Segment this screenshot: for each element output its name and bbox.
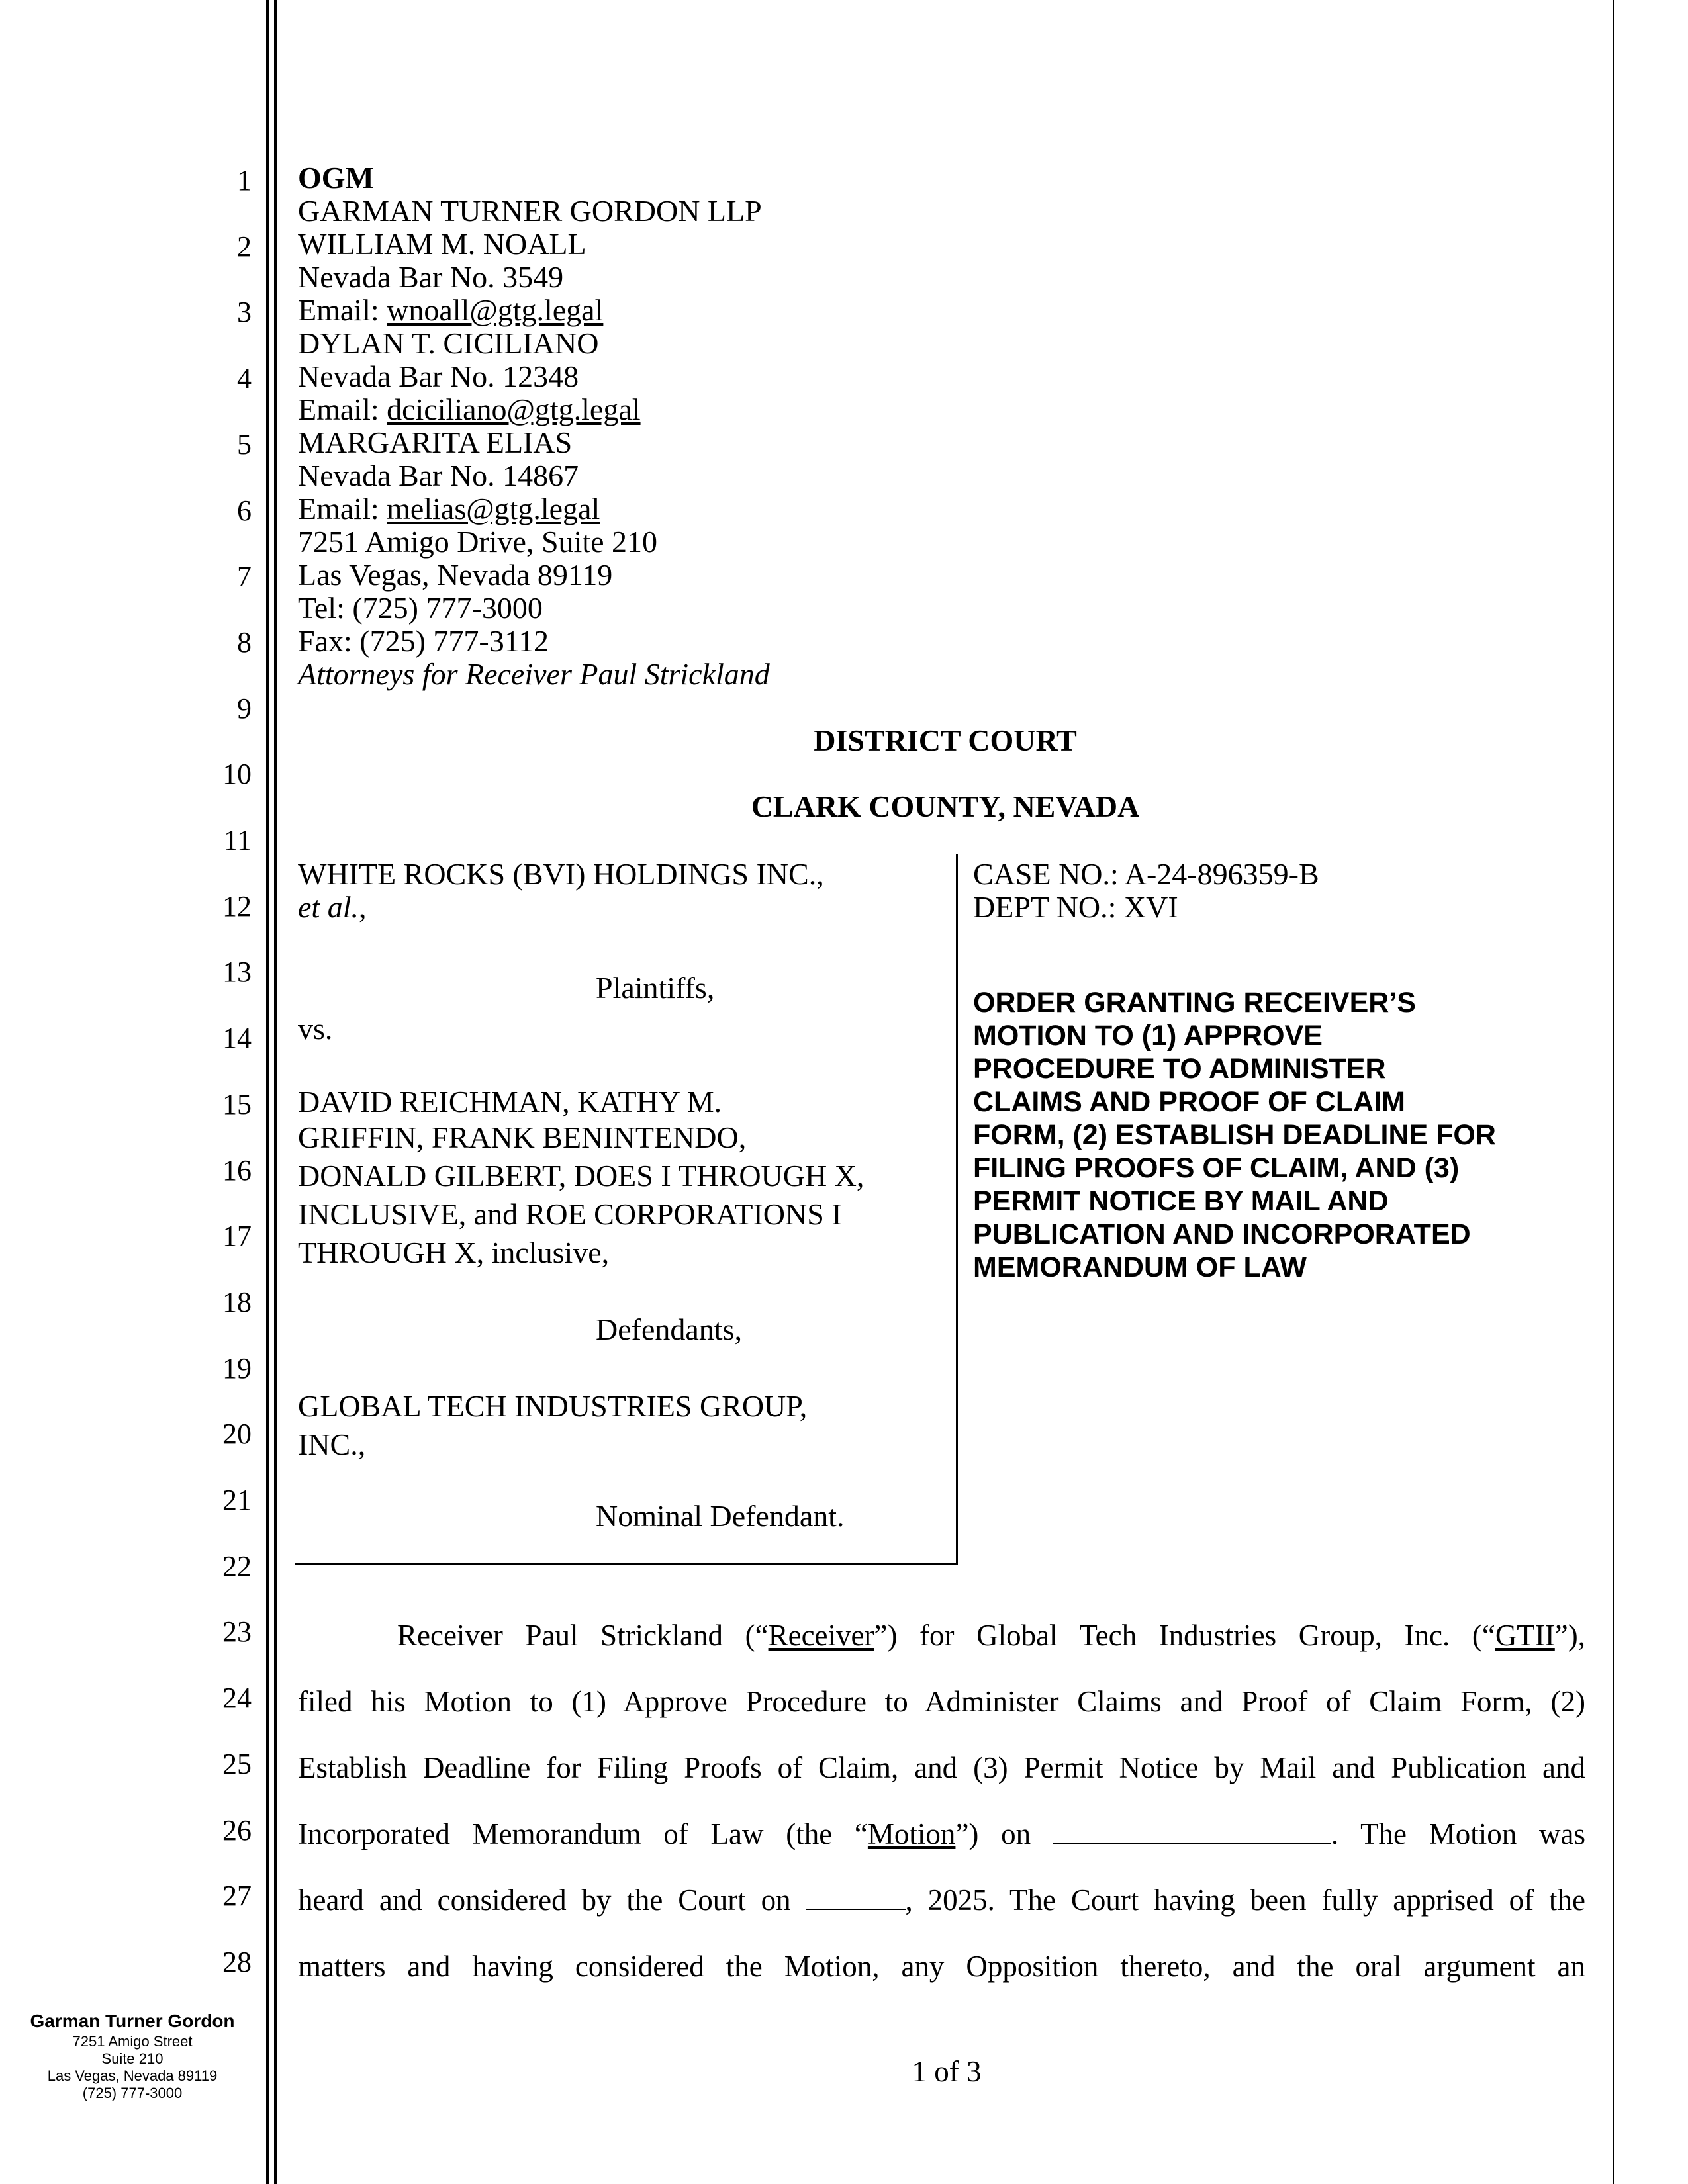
email-label: Email: [298, 392, 387, 426]
caption-divider-vertical [956, 854, 958, 1565]
plaintiff-etal: et al., [298, 890, 367, 924]
order-title-line: PROCEDURE TO ADMINISTER [973, 1053, 1386, 1085]
body-line-6: matters and having considered the Motion, any Opposition thereto, and the oral argument an [298, 1950, 1585, 1983]
bar-number-3: Nevada Bar No. 14867 [298, 459, 579, 492]
right-margin-rule [1613, 0, 1614, 2184]
line-number: 21 [222, 1484, 252, 1516]
line-number: 11 [223, 824, 252, 856]
fax: Fax: (725) 777-3112 [298, 624, 549, 658]
email-label: Email: [298, 293, 387, 327]
case-number: CASE NO.: A-24-896359-B [973, 857, 1319, 891]
defendant-line-3: DONALD GILBERT, DOES I THROUGH X, [298, 1159, 865, 1193]
defined-term-receiver: Receiver [768, 1619, 874, 1652]
page-number: 1 of 3 [912, 2055, 982, 2088]
line-number: 12 [222, 889, 252, 923]
line-number: 3 [237, 296, 252, 329]
line-number: 6 [237, 494, 252, 527]
line-number: 18 [222, 1285, 252, 1318]
footer-suite: Suite 210 [101, 2050, 164, 2067]
order-title-line: PUBLICATION AND INCORPORATED [973, 1218, 1471, 1250]
footer-firm-name: Garman Turner Gordon [30, 2011, 235, 2031]
line-number: 25 [222, 1747, 252, 1780]
line-number: 9 [237, 692, 252, 725]
defendant-line-2: GRIFFIN, FRANK BENINTENDO, [298, 1120, 747, 1154]
telephone: Tel: (725) 777-3000 [298, 591, 543, 625]
line-number: 19 [222, 1351, 252, 1385]
nominal-defendant-label: Nominal Defendant. [596, 1499, 845, 1533]
defined-term-gtii: GTII [1495, 1619, 1555, 1652]
bar-number-2: Nevada Bar No. 12348 [298, 359, 579, 393]
attorney-name-2: DYLAN T. CICILIANO [298, 326, 599, 360]
motion-date-blank[interactable] [1053, 1817, 1331, 1844]
email-label: Email: [298, 492, 387, 525]
defined-term-motion: Motion [867, 1817, 956, 1850]
left-margin-rule-outer [266, 0, 269, 2184]
line-number: 24 [222, 1682, 252, 1715]
attorney-name-3: MARGARITA ELIAS [298, 426, 573, 459]
line-number: 14 [222, 1022, 252, 1055]
line-number: 13 [222, 956, 252, 989]
versus: vs. [298, 1012, 333, 1046]
line-number: 5 [237, 428, 252, 461]
order-title-line: ORDER GRANTING RECEIVER’S [973, 987, 1416, 1019]
bar-number-1: Nevada Bar No. 3549 [298, 260, 564, 294]
address-line-1: 7251 Amigo Drive, Suite 210 [298, 525, 658, 559]
line-number: 20 [222, 1418, 252, 1451]
defendant-line-5: THROUGH X, inclusive, [298, 1236, 610, 1269]
order-title-line: MOTION TO (1) APPROVE [973, 1020, 1323, 1052]
line-number: 2 [237, 230, 252, 263]
line-number: 10 [222, 758, 252, 791]
email-link-2[interactable]: dciciliano@gtg.legal [387, 392, 641, 426]
caption-divider-horizontal [295, 1563, 958, 1565]
defendants-label: Defendants, [596, 1312, 742, 1346]
nominal-defendant-line-1: GLOBAL TECH INDUSTRIES GROUP, [298, 1389, 808, 1423]
court-name: DISTRICT COURT [814, 723, 1077, 757]
email-line-2 [298, 393, 641, 426]
line-number: 15 [222, 1087, 252, 1120]
email-line-1 [298, 294, 603, 327]
body-line-3: Establish Deadline for Filing Proofs of Claim, and (3) Permit Notice by Mail and Publication and [298, 1751, 1585, 1784]
firm-name: GARMAN TURNER GORDON LLP [298, 194, 762, 228]
line-number: 27 [222, 1880, 252, 1913]
attorney-name-1: WILLIAM M. NOALL [298, 227, 586, 261]
plaintiffs-label: Plaintiffs, [596, 971, 715, 1005]
address-line-2: Las Vegas, Nevada 89119 [298, 558, 613, 592]
line-number: 4 [237, 362, 252, 395]
order-title-line: FORM, (2) ESTABLISH DEADLINE FOR [973, 1119, 1496, 1151]
plaintiff-name: WHITE ROCKS (BVI) HOLDINGS INC., [298, 857, 824, 891]
line-number: 16 [222, 1154, 252, 1187]
department-number: DEPT NO.: XVI [973, 890, 1178, 924]
email-line-3 [298, 492, 600, 525]
order-title-line: PERMIT NOTICE BY MAIL AND [973, 1185, 1389, 1217]
defendant-line-1: DAVID REICHMAN, KATHY M. [298, 1085, 722, 1118]
line-number: 23 [222, 1615, 252, 1649]
footer-city: Las Vegas, Nevada 89119 [47, 2068, 218, 2084]
email-link-3[interactable]: melias@gtg.legal [387, 492, 600, 525]
line-number: 28 [222, 1945, 252, 1978]
line-number: 7 [237, 560, 252, 593]
body-line-2: filed his Motion to (1) Approve Procedure to Administer Claims and Proof of Claim Form, (2) [298, 1685, 1585, 1718]
body-line-1: Receiver Paul Strickland (“Receiver”) for Global Tech Industries Group, Inc. (“GTII”), [397, 1619, 1585, 1652]
line-number: 8 [237, 625, 252, 659]
line-number: 22 [222, 1549, 252, 1582]
order-title-line: CLAIMS AND PROOF OF CLAIM [973, 1086, 1405, 1118]
line-number: 17 [222, 1220, 252, 1253]
footer-street: 7251 Amigo Street [72, 2033, 193, 2050]
hearing-date-blank[interactable] [806, 1884, 906, 1910]
body-line-4: Incorporated Memorandum of Law (the “Motion”) on . The Motion was [298, 1817, 1586, 1850]
attorneys-for: Attorneys for Receiver Paul Strickland [298, 657, 770, 691]
body-line-5: heard and considered by the Court on , 2025. The Court having been fully apprised of the [298, 1884, 1585, 1917]
defendant-line-4: INCLUSIVE, and ROE CORPORATIONS I [298, 1197, 842, 1231]
nominal-defendant-line-2: INC., [298, 1428, 366, 1461]
line-number: 26 [222, 1813, 252, 1846]
order-title-line: FILING PROOFS OF CLAIM, AND (3) [973, 1152, 1460, 1184]
line-number: 1 [237, 164, 252, 197]
document-code: OGM [298, 161, 374, 195]
order-title-line: MEMORANDUM OF LAW [973, 1251, 1307, 1283]
left-margin-rule-inner [274, 0, 277, 2184]
court-county: CLARK COUNTY, NEVADA [751, 790, 1140, 823]
email-link-1[interactable]: wnoall@gtg.legal [387, 293, 604, 327]
footer-phone: (725) 777-3000 [82, 2085, 183, 2101]
